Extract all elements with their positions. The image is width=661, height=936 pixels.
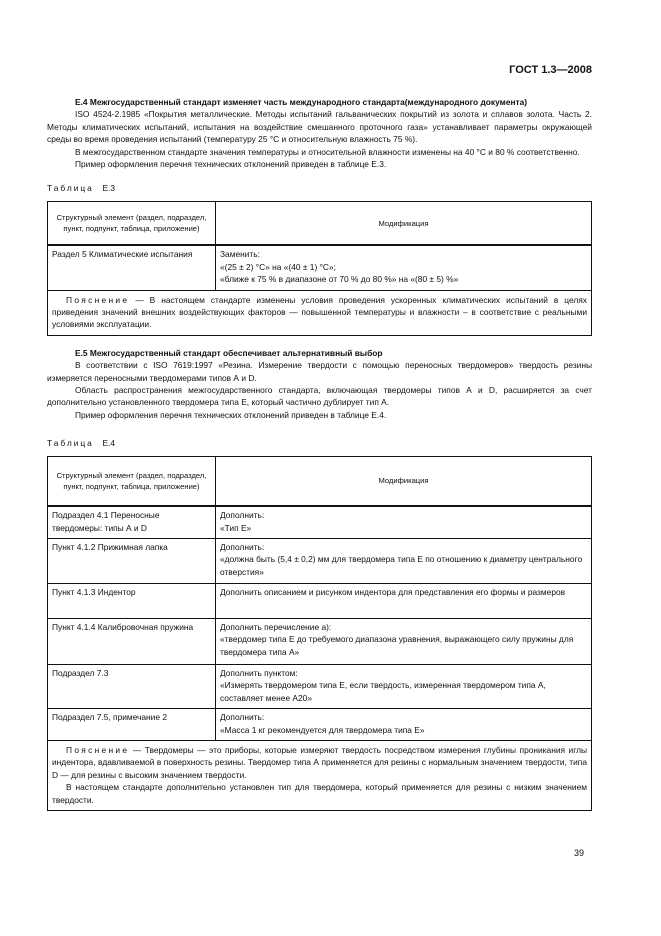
cell-element: Пункт 4.1.2 Прижимная лапка	[48, 538, 216, 583]
page-number: 39	[574, 848, 585, 858]
section-e4-heading: Е.4 Межгосударственный стандарт изменяет часть международного стандарта(международного документа)	[75, 97, 528, 107]
table-row	[48, 245, 592, 290]
table-row	[48, 583, 592, 618]
cell-element: Подраздел 7.3	[48, 664, 216, 708]
note-label: Пояснение	[66, 294, 130, 305]
table-note-row	[48, 740, 592, 810]
mod-line: Дополнить:	[220, 510, 265, 521]
table-note	[48, 290, 592, 335]
document-id: ГОСТ 1.3—2008	[509, 64, 592, 76]
page-content	[47, 96, 592, 811]
cell-modification	[216, 245, 592, 290]
table-label: Таблица	[47, 438, 94, 449]
paragraph: Пример оформления перечня технических отклонений приведен в таблице Е.3.	[75, 159, 387, 170]
mod-line: «твердомер типа Е до требуемого диапазона уравнения, выражающего силу пружины для твердомера типа А»	[220, 634, 574, 657]
mod-line: «Тип Е»	[220, 522, 252, 533]
mod-line: Дополнить:	[220, 541, 265, 552]
table-row	[48, 618, 592, 664]
table-e3-caption	[47, 182, 592, 194]
table-e4-caption	[47, 437, 592, 449]
cell-modification	[216, 506, 592, 538]
table-note	[48, 740, 592, 810]
cell-element: Пункт 4.1.3 Индентор	[48, 583, 216, 618]
table-number: Е.3	[102, 183, 116, 194]
column-header-element: Структурный элемент (раздел, подраздел, пункт, подпункт, таблица, приложение)	[48, 456, 216, 506]
paragraph: В соответствии с ISO 7619:1997 «Резина. Измерение твердости с помощью переносных твердомеров» твердость резины измеряется переносными твердомерами типов А и D.	[47, 360, 592, 383]
cell-modification	[216, 664, 592, 708]
column-header-element: Структурный элемент (раздел, подраздел, пункт, подпункт, таблица, приложение)	[48, 201, 216, 245]
table-row	[48, 664, 592, 708]
table-header-row	[48, 201, 592, 245]
cell-modification	[216, 538, 592, 583]
column-header-modification: Модификация	[216, 456, 592, 506]
table-row	[48, 506, 592, 538]
note-text: — В настоящем стандарте изменены условия проведения ускоренных климатических испытаний в целях приведения значений внешних воздействующих факторов — повышенной температуры и влажности – в соответствие с реальными условиями эксплуатации.	[52, 294, 587, 330]
mod-line: «Масса 1 кг рекомендуется для твердомера типа Е»	[220, 724, 425, 735]
paragraph: В межгосударственном стандарте значения температуры и относительной влажности изменены на 40 °С и 80 % соответственно.	[75, 146, 580, 157]
mod-line: «должна быть (5,4 ± 0,2) мм для твердомера типа Е по отношению к диаметру центрального отверстия»	[220, 554, 583, 577]
table-e4	[47, 456, 592, 811]
note-text: — Твердомеры — это приборы, которые измеряют твердость посредством измерения глубины проникания иглы индентора, вдавливаемой в поверхность резины. Твердомер типа А применяется для резины с нормальным значением твердости, типа D — для резины с высоким значением твердости.	[52, 744, 587, 780]
table-number: Е.4	[102, 438, 116, 449]
table-row	[48, 538, 592, 583]
section-e5-heading: Е.5 Межгосударственный стандарт обеспечивает альтернативный выбор	[75, 347, 383, 358]
mod-line: «(25 ± 2) °С» на «(40 ± 1) °С»;	[220, 261, 336, 272]
mod-line: «Измерять твердомером типа Е, если твердость, измеренная твердомером типа А, составляет менее А20»	[220, 680, 546, 703]
column-header-modification: Модификация	[216, 201, 592, 245]
table-header-row	[48, 456, 592, 506]
cell-modification	[216, 583, 592, 618]
mod-line: «ближе к 75 % в диапазоне от 70 % до 80 %» на «(80 ± 5) %»	[220, 274, 459, 285]
paragraph: Область распространения межгосударственного стандарта, включающая твердомеры типов А и D, расширяется за счет дополнительно установленного твердомера типа Е, который частично дублирует тип А.	[47, 385, 592, 408]
table-row	[48, 709, 592, 741]
mod-line: Дополнить описанием и рисунком индентора для представления его формы и размеров	[220, 586, 566, 597]
cell-element: Подраздел 7.5, примечание 2	[48, 709, 216, 741]
note-label: Пояснение	[66, 744, 130, 755]
table-note-row	[48, 290, 592, 335]
note-text: В настоящем стандарте дополнительно установлен тип для твердомера, который применяется для резины с низким значением твердости.	[52, 782, 587, 805]
paragraph: Пример оформления перечня технических отклонений приведен в таблице Е.4.	[75, 409, 387, 420]
paragraph: ISO 4524-2.1985 «Покрытия металлические. Методы испытаний гальванических покрытий из золота и сплавов золота. Часть 2. Методы климатических испытаний, испытания на воздействие смешанного проточного газа» устанавливает параметры окружающей среды во время проведения испытаний (температуру 25 °С и относительную влажность 75 %).	[47, 109, 592, 145]
mod-line: Дополнить:	[220, 712, 265, 723]
table-e3	[47, 201, 592, 336]
cell-modification	[216, 618, 592, 664]
table-label: Таблица	[47, 183, 94, 194]
mod-line: Дополнить пунктом:	[220, 667, 298, 678]
cell-modification	[216, 709, 592, 741]
cell-element: Пункт 4.1.4 Калибровочная пружина	[48, 618, 216, 664]
cell-element: Подраздел 4.1 Переносные твердомеры: типы А и D	[48, 506, 216, 538]
mod-line: Заменить:	[220, 249, 260, 260]
mod-line: Дополнить перечисление а):	[220, 621, 332, 632]
cell-element: Раздел 5 Климатические испытания	[48, 245, 216, 290]
